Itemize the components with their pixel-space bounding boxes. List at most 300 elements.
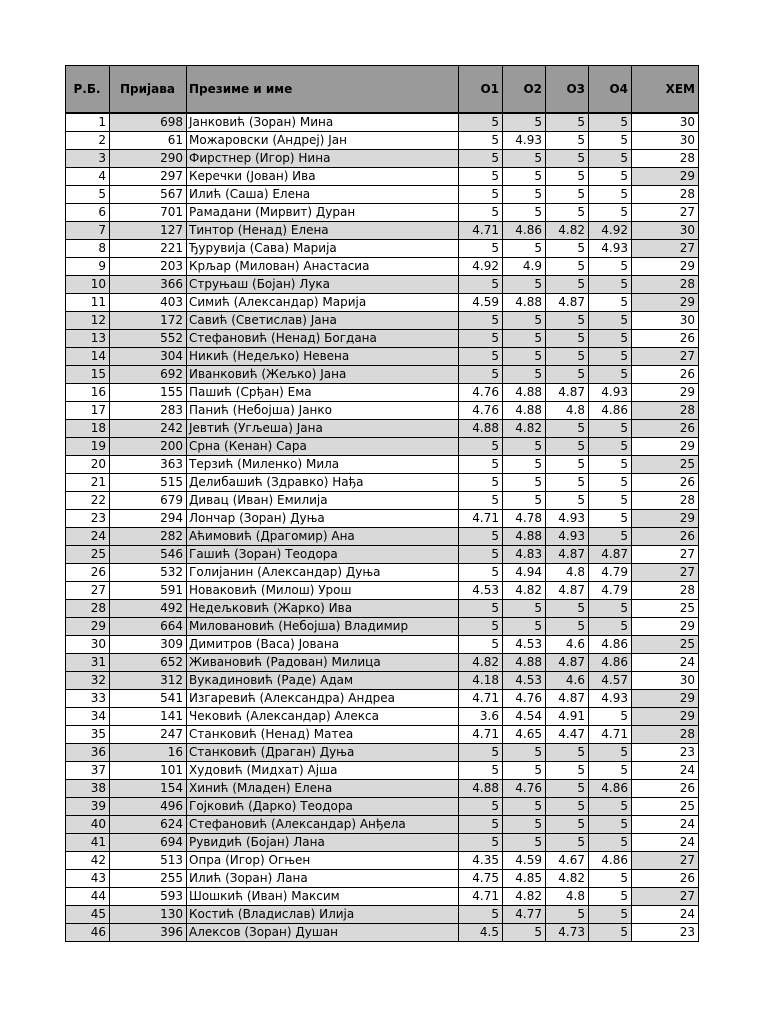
name-cell[interactable]: Живановић (Радован) Милица: [187, 654, 459, 672]
prijava-cell[interactable]: 692: [110, 366, 187, 384]
o1-cell[interactable]: 5: [459, 618, 503, 636]
prijava-cell[interactable]: 61: [110, 132, 187, 150]
prijava-cell[interactable]: 403: [110, 294, 187, 312]
prijava-cell[interactable]: 203: [110, 258, 187, 276]
prijava-cell[interactable]: 141: [110, 708, 187, 726]
rb-cell[interactable]: 21: [66, 474, 110, 492]
o4-cell[interactable]: 4.86: [589, 654, 632, 672]
o4-cell[interactable]: 5: [589, 186, 632, 204]
prijava-cell[interactable]: 247: [110, 726, 187, 744]
rb-cell[interactable]: 29: [66, 618, 110, 636]
name-cell[interactable]: Димитров (Васа) Јована: [187, 636, 459, 654]
o4-cell[interactable]: 5: [589, 492, 632, 510]
prijava-cell[interactable]: 513: [110, 852, 187, 870]
name-cell[interactable]: Изгаревић (Александра) Андреа: [187, 690, 459, 708]
o4-cell[interactable]: 5: [589, 510, 632, 528]
rb-cell[interactable]: 8: [66, 240, 110, 258]
o1-cell[interactable]: 5: [459, 366, 503, 384]
o3-cell[interactable]: 5: [546, 240, 589, 258]
o4-cell[interactable]: 4.79: [589, 564, 632, 582]
rb-cell[interactable]: 15: [66, 366, 110, 384]
prijava-cell[interactable]: 16: [110, 744, 187, 762]
rb-cell[interactable]: 20: [66, 456, 110, 474]
rb-cell[interactable]: 34: [66, 708, 110, 726]
name-cell[interactable]: Тинтор (Ненад) Елена: [187, 222, 459, 240]
o2-cell[interactable]: 5: [503, 186, 546, 204]
o3-cell[interactable]: 4.8: [546, 402, 589, 420]
o1-cell[interactable]: 5: [459, 798, 503, 816]
name-cell[interactable]: Јанковић (Зоран) Мина: [187, 114, 459, 132]
name-cell[interactable]: Јевтић (Угљеша) Јана: [187, 420, 459, 438]
o1-cell[interactable]: 5: [459, 636, 503, 654]
o4-cell[interactable]: 5: [589, 798, 632, 816]
prijava-cell[interactable]: 242: [110, 420, 187, 438]
rb-cell[interactable]: 16: [66, 384, 110, 402]
hem-cell[interactable]: 24: [632, 834, 699, 852]
hem-cell[interactable]: 26: [632, 330, 699, 348]
hem-cell[interactable]: 30: [632, 222, 699, 240]
o1-cell[interactable]: 4.71: [459, 510, 503, 528]
hem-cell[interactable]: 27: [632, 240, 699, 258]
rb-cell[interactable]: 32: [66, 672, 110, 690]
o1-cell[interactable]: 4.71: [459, 222, 503, 240]
rb-cell[interactable]: 17: [66, 402, 110, 420]
o1-cell[interactable]: 5: [459, 906, 503, 924]
hem-cell[interactable]: 27: [632, 564, 699, 582]
o1-cell[interactable]: 5: [459, 186, 503, 204]
o3-cell[interactable]: 4.87: [546, 384, 589, 402]
o3-cell[interactable]: 5: [546, 618, 589, 636]
name-cell[interactable]: Крљар (Милован) Анастасиа: [187, 258, 459, 276]
o2-cell[interactable]: 4.85: [503, 870, 546, 888]
name-cell[interactable]: Срна (Кенан) Сара: [187, 438, 459, 456]
o4-cell[interactable]: 5: [589, 168, 632, 186]
o2-cell[interactable]: 4.82: [503, 420, 546, 438]
o2-cell[interactable]: 5: [503, 456, 546, 474]
o2-cell[interactable]: 4.93: [503, 132, 546, 150]
o3-cell[interactable]: 4.73: [546, 924, 589, 942]
o4-cell[interactable]: 5: [589, 348, 632, 366]
o1-cell[interactable]: 5: [459, 168, 503, 186]
name-cell[interactable]: Недељковић (Жарко) Ива: [187, 600, 459, 618]
o1-cell[interactable]: 5: [459, 150, 503, 168]
prijava-cell[interactable]: 130: [110, 906, 187, 924]
prijava-cell[interactable]: 101: [110, 762, 187, 780]
hem-cell[interactable]: 29: [632, 294, 699, 312]
o4-cell[interactable]: 4.93: [589, 690, 632, 708]
o4-cell[interactable]: 5: [589, 906, 632, 924]
o2-cell[interactable]: 4.82: [503, 888, 546, 906]
o1-cell[interactable]: 5: [459, 456, 503, 474]
prijava-cell[interactable]: 679: [110, 492, 187, 510]
o4-cell[interactable]: 4.79: [589, 582, 632, 600]
o3-cell[interactable]: 5: [546, 114, 589, 132]
o1-cell[interactable]: 4.76: [459, 384, 503, 402]
header-o3[interactable]: О3: [546, 66, 589, 113]
rb-cell[interactable]: 5: [66, 186, 110, 204]
o2-cell[interactable]: 4.88: [503, 528, 546, 546]
o4-cell[interactable]: 5: [589, 330, 632, 348]
o2-cell[interactable]: 5: [503, 834, 546, 852]
o3-cell[interactable]: 5: [546, 420, 589, 438]
rb-cell[interactable]: 22: [66, 492, 110, 510]
rb-cell[interactable]: 11: [66, 294, 110, 312]
o1-cell[interactable]: 5: [459, 312, 503, 330]
o3-cell[interactable]: 5: [546, 204, 589, 222]
o3-cell[interactable]: 5: [546, 186, 589, 204]
o1-cell[interactable]: 5: [459, 744, 503, 762]
rb-cell[interactable]: 19: [66, 438, 110, 456]
prijava-cell[interactable]: 593: [110, 888, 187, 906]
name-cell[interactable]: Стефановић (Ненад) Богдана: [187, 330, 459, 348]
name-cell[interactable]: Делибашић (Здравко) Нађа: [187, 474, 459, 492]
o3-cell[interactable]: 5: [546, 366, 589, 384]
prijava-cell[interactable]: 172: [110, 312, 187, 330]
o2-cell[interactable]: 5: [503, 924, 546, 942]
hem-cell[interactable]: 26: [632, 420, 699, 438]
rb-cell[interactable]: 30: [66, 636, 110, 654]
rb-cell[interactable]: 14: [66, 348, 110, 366]
hem-cell[interactable]: 26: [632, 474, 699, 492]
o4-cell[interactable]: 5: [589, 600, 632, 618]
o1-cell[interactable]: 4.5: [459, 924, 503, 942]
prijava-cell[interactable]: 221: [110, 240, 187, 258]
o1-cell[interactable]: 4.18: [459, 672, 503, 690]
name-cell[interactable]: Хинић (Младен) Елена: [187, 780, 459, 798]
name-cell[interactable]: Фирстнер (Игор) Нина: [187, 150, 459, 168]
hem-cell[interactable]: 28: [632, 276, 699, 294]
o4-cell[interactable]: 5: [589, 870, 632, 888]
o3-cell[interactable]: 4.47: [546, 726, 589, 744]
name-cell[interactable]: Худовић (Мидхат) Ајша: [187, 762, 459, 780]
hem-cell[interactable]: 28: [632, 186, 699, 204]
o4-cell[interactable]: 4.93: [589, 240, 632, 258]
o3-cell[interactable]: 4.87: [546, 582, 589, 600]
hem-cell[interactable]: 29: [632, 384, 699, 402]
o2-cell[interactable]: 5: [503, 168, 546, 186]
o3-cell[interactable]: 4.82: [546, 870, 589, 888]
o4-cell[interactable]: 4.86: [589, 636, 632, 654]
o2-cell[interactable]: 5: [503, 240, 546, 258]
hem-cell[interactable]: 25: [632, 456, 699, 474]
rb-cell[interactable]: 18: [66, 420, 110, 438]
o1-cell[interactable]: 5: [459, 834, 503, 852]
o1-cell[interactable]: 4.71: [459, 726, 503, 744]
o3-cell[interactable]: 5: [546, 492, 589, 510]
hem-cell[interactable]: 24: [632, 762, 699, 780]
o2-cell[interactable]: 4.82: [503, 582, 546, 600]
rb-cell[interactable]: 35: [66, 726, 110, 744]
o2-cell[interactable]: 4.83: [503, 546, 546, 564]
o1-cell[interactable]: 5: [459, 546, 503, 564]
hem-cell[interactable]: 28: [632, 582, 699, 600]
o4-cell[interactable]: 4.93: [589, 384, 632, 402]
o3-cell[interactable]: 4.67: [546, 852, 589, 870]
prijava-cell[interactable]: 312: [110, 672, 187, 690]
o2-cell[interactable]: 5: [503, 492, 546, 510]
o1-cell[interactable]: 5: [459, 438, 503, 456]
rb-cell[interactable]: 36: [66, 744, 110, 762]
prijava-cell[interactable]: 366: [110, 276, 187, 294]
o1-cell[interactable]: 4.88: [459, 420, 503, 438]
o1-cell[interactable]: 4.35: [459, 852, 503, 870]
o3-cell[interactable]: 4.87: [546, 294, 589, 312]
name-cell[interactable]: Гојковић (Дарко) Теодора: [187, 798, 459, 816]
o2-cell[interactable]: 4.53: [503, 672, 546, 690]
o4-cell[interactable]: 5: [589, 420, 632, 438]
rb-cell[interactable]: 10: [66, 276, 110, 294]
o1-cell[interactable]: 4.76: [459, 402, 503, 420]
hem-cell[interactable]: 24: [632, 654, 699, 672]
o2-cell[interactable]: 5: [503, 114, 546, 132]
o3-cell[interactable]: 5: [546, 780, 589, 798]
o2-cell[interactable]: 4.59: [503, 852, 546, 870]
prijava-cell[interactable]: 515: [110, 474, 187, 492]
o1-cell[interactable]: 5: [459, 600, 503, 618]
name-cell[interactable]: Новаковић (Милош) Урош: [187, 582, 459, 600]
prijava-cell[interactable]: 294: [110, 510, 187, 528]
o2-cell[interactable]: 4.76: [503, 690, 546, 708]
prijava-cell[interactable]: 546: [110, 546, 187, 564]
hem-cell[interactable]: 25: [632, 798, 699, 816]
prijava-cell[interactable]: 290: [110, 150, 187, 168]
o2-cell[interactable]: 5: [503, 204, 546, 222]
name-cell[interactable]: Рувидић (Бојан) Лана: [187, 834, 459, 852]
o2-cell[interactable]: 4.88: [503, 402, 546, 420]
rb-cell[interactable]: 9: [66, 258, 110, 276]
hem-cell[interactable]: 23: [632, 744, 699, 762]
o2-cell[interactable]: 4.76: [503, 780, 546, 798]
name-cell[interactable]: Опра (Игор) Огњен: [187, 852, 459, 870]
o1-cell[interactable]: 5: [459, 132, 503, 150]
o4-cell[interactable]: 5: [589, 258, 632, 276]
name-cell[interactable]: Аћимовић (Драгомир) Ана: [187, 528, 459, 546]
prijava-cell[interactable]: 309: [110, 636, 187, 654]
o2-cell[interactable]: 5: [503, 600, 546, 618]
prijava-cell[interactable]: 541: [110, 690, 187, 708]
rb-cell[interactable]: 39: [66, 798, 110, 816]
name-cell[interactable]: Савић (Светислав) Јана: [187, 312, 459, 330]
name-cell[interactable]: Лончар (Зоран) Дуња: [187, 510, 459, 528]
o2-cell[interactable]: 4.94: [503, 564, 546, 582]
hem-cell[interactable]: 27: [632, 546, 699, 564]
o2-cell[interactable]: 4.53: [503, 636, 546, 654]
o1-cell[interactable]: 4.59: [459, 294, 503, 312]
o1-cell[interactable]: 4.75: [459, 870, 503, 888]
prijava-cell[interactable]: 255: [110, 870, 187, 888]
rb-cell[interactable]: 13: [66, 330, 110, 348]
name-cell[interactable]: Дивац (Иван) Емилија: [187, 492, 459, 510]
o2-cell[interactable]: 5: [503, 150, 546, 168]
hem-cell[interactable]: 29: [632, 438, 699, 456]
o1-cell[interactable]: 5: [459, 816, 503, 834]
o3-cell[interactable]: 5: [546, 150, 589, 168]
name-cell[interactable]: Керечки (Јован) Ива: [187, 168, 459, 186]
o1-cell[interactable]: 4.53: [459, 582, 503, 600]
o2-cell[interactable]: 5: [503, 438, 546, 456]
o3-cell[interactable]: 5: [546, 906, 589, 924]
prijava-cell[interactable]: 282: [110, 528, 187, 546]
rb-cell[interactable]: 12: [66, 312, 110, 330]
o4-cell[interactable]: 4.71: [589, 726, 632, 744]
rb-cell[interactable]: 41: [66, 834, 110, 852]
prijava-cell[interactable]: 200: [110, 438, 187, 456]
o2-cell[interactable]: 4.78: [503, 510, 546, 528]
rb-cell[interactable]: 23: [66, 510, 110, 528]
rb-cell[interactable]: 37: [66, 762, 110, 780]
hem-cell[interactable]: 30: [632, 132, 699, 150]
o2-cell[interactable]: 5: [503, 366, 546, 384]
o3-cell[interactable]: 5: [546, 312, 589, 330]
rb-cell[interactable]: 25: [66, 546, 110, 564]
o2-cell[interactable]: 4.77: [503, 906, 546, 924]
o1-cell[interactable]: 5: [459, 492, 503, 510]
o1-cell[interactable]: 5: [459, 276, 503, 294]
hem-cell[interactable]: 29: [632, 258, 699, 276]
prijava-cell[interactable]: 127: [110, 222, 187, 240]
prijava-cell[interactable]: 698: [110, 114, 187, 132]
name-cell[interactable]: Терзић (Миленко) Мила: [187, 456, 459, 474]
header-rb[interactable]: Р.Б.: [66, 66, 110, 113]
o3-cell[interactable]: 5: [546, 132, 589, 150]
o2-cell[interactable]: 5: [503, 816, 546, 834]
prijava-cell[interactable]: 304: [110, 348, 187, 366]
o2-cell[interactable]: 4.54: [503, 708, 546, 726]
prijava-cell[interactable]: 624: [110, 816, 187, 834]
name-cell[interactable]: Илић (Саша) Елена: [187, 186, 459, 204]
o2-cell[interactable]: 5: [503, 798, 546, 816]
o3-cell[interactable]: 4.93: [546, 528, 589, 546]
name-cell[interactable]: Панић (Небојша) Јанко: [187, 402, 459, 420]
o3-cell[interactable]: 5: [546, 276, 589, 294]
o2-cell[interactable]: 5: [503, 312, 546, 330]
hem-cell[interactable]: 29: [632, 510, 699, 528]
o4-cell[interactable]: 5: [589, 528, 632, 546]
rb-cell[interactable]: 24: [66, 528, 110, 546]
o3-cell[interactable]: 5: [546, 168, 589, 186]
hem-cell[interactable]: 29: [632, 708, 699, 726]
o2-cell[interactable]: 4.88: [503, 294, 546, 312]
o4-cell[interactable]: 5: [589, 474, 632, 492]
o4-cell[interactable]: 5: [589, 114, 632, 132]
name-cell[interactable]: Алексов (Зоран) Душан: [187, 924, 459, 942]
o4-cell[interactable]: 5: [589, 762, 632, 780]
name-cell[interactable]: Можаровски (Андреј) Јан: [187, 132, 459, 150]
hem-cell[interactable]: 27: [632, 852, 699, 870]
o2-cell[interactable]: 4.88: [503, 384, 546, 402]
hem-cell[interactable]: 29: [632, 168, 699, 186]
name-cell[interactable]: Гашић (Зоран) Теодора: [187, 546, 459, 564]
rb-cell[interactable]: 1: [66, 114, 110, 132]
prijava-cell[interactable]: 154: [110, 780, 187, 798]
name-cell[interactable]: Струњаш (Бојан) Лука: [187, 276, 459, 294]
o3-cell[interactable]: 5: [546, 348, 589, 366]
prijava-cell[interactable]: 492: [110, 600, 187, 618]
o3-cell[interactable]: 4.87: [546, 654, 589, 672]
o4-cell[interactable]: 5: [589, 888, 632, 906]
o3-cell[interactable]: 5: [546, 258, 589, 276]
name-cell[interactable]: Шошкић (Иван) Максим: [187, 888, 459, 906]
o2-cell[interactable]: 5: [503, 330, 546, 348]
hem-cell[interactable]: 23: [632, 924, 699, 942]
o4-cell[interactable]: 5: [589, 834, 632, 852]
rb-cell[interactable]: 40: [66, 816, 110, 834]
o3-cell[interactable]: 5: [546, 744, 589, 762]
prijava-cell[interactable]: 396: [110, 924, 187, 942]
rb-cell[interactable]: 28: [66, 600, 110, 618]
hem-cell[interactable]: 27: [632, 204, 699, 222]
rb-cell[interactable]: 45: [66, 906, 110, 924]
o4-cell[interactable]: 5: [589, 924, 632, 942]
o3-cell[interactable]: 5: [546, 438, 589, 456]
name-cell[interactable]: Голијанин (Александар) Дуња: [187, 564, 459, 582]
prijava-cell[interactable]: 701: [110, 204, 187, 222]
o3-cell[interactable]: 4.93: [546, 510, 589, 528]
hem-cell[interactable]: 26: [632, 870, 699, 888]
rb-cell[interactable]: 43: [66, 870, 110, 888]
name-cell[interactable]: Чековић (Александар) Алекса: [187, 708, 459, 726]
hem-cell[interactable]: 30: [632, 312, 699, 330]
prijava-cell[interactable]: 552: [110, 330, 187, 348]
o1-cell[interactable]: 5: [459, 528, 503, 546]
o3-cell[interactable]: 4.6: [546, 672, 589, 690]
o3-cell[interactable]: 4.91: [546, 708, 589, 726]
o4-cell[interactable]: 4.86: [589, 780, 632, 798]
name-cell[interactable]: Никић (Недељко) Невена: [187, 348, 459, 366]
o4-cell[interactable]: 4.87: [589, 546, 632, 564]
hem-cell[interactable]: 28: [632, 492, 699, 510]
prijava-cell[interactable]: 664: [110, 618, 187, 636]
name-cell[interactable]: Иванковић (Жељко) Јана: [187, 366, 459, 384]
prijava-cell[interactable]: 567: [110, 186, 187, 204]
o3-cell[interactable]: 5: [546, 456, 589, 474]
o4-cell[interactable]: 5: [589, 816, 632, 834]
name-cell[interactable]: Костић (Владислав) Илија: [187, 906, 459, 924]
hem-cell[interactable]: 27: [632, 888, 699, 906]
hem-cell[interactable]: 30: [632, 672, 699, 690]
o3-cell[interactable]: 5: [546, 762, 589, 780]
o3-cell[interactable]: 4.6: [546, 636, 589, 654]
rb-cell[interactable]: 44: [66, 888, 110, 906]
header-o1[interactable]: О1: [459, 66, 503, 113]
prijava-cell[interactable]: 283: [110, 402, 187, 420]
rb-cell[interactable]: 46: [66, 924, 110, 942]
rb-cell[interactable]: 2: [66, 132, 110, 150]
o4-cell[interactable]: 5: [589, 744, 632, 762]
header-prijava[interactable]: Пријава: [110, 66, 187, 113]
o4-cell[interactable]: 5: [589, 456, 632, 474]
o2-cell[interactable]: 4.65: [503, 726, 546, 744]
o3-cell[interactable]: 5: [546, 330, 589, 348]
o2-cell[interactable]: 4.88: [503, 654, 546, 672]
rb-cell[interactable]: 27: [66, 582, 110, 600]
hem-cell[interactable]: 28: [632, 150, 699, 168]
o1-cell[interactable]: 5: [459, 114, 503, 132]
o2-cell[interactable]: 5: [503, 276, 546, 294]
name-cell[interactable]: Миловановић (Небојша) Владимир: [187, 618, 459, 636]
hem-cell[interactable]: 25: [632, 600, 699, 618]
prijava-cell[interactable]: 297: [110, 168, 187, 186]
o4-cell[interactable]: 5: [589, 312, 632, 330]
o3-cell[interactable]: 5: [546, 798, 589, 816]
o4-cell[interactable]: 5: [589, 438, 632, 456]
o1-cell[interactable]: 5: [459, 474, 503, 492]
rb-cell[interactable]: 38: [66, 780, 110, 798]
o4-cell[interactable]: 4.92: [589, 222, 632, 240]
o1-cell[interactable]: 4.92: [459, 258, 503, 276]
o4-cell[interactable]: 5: [589, 294, 632, 312]
name-cell[interactable]: Ђурувија (Сава) Марија: [187, 240, 459, 258]
